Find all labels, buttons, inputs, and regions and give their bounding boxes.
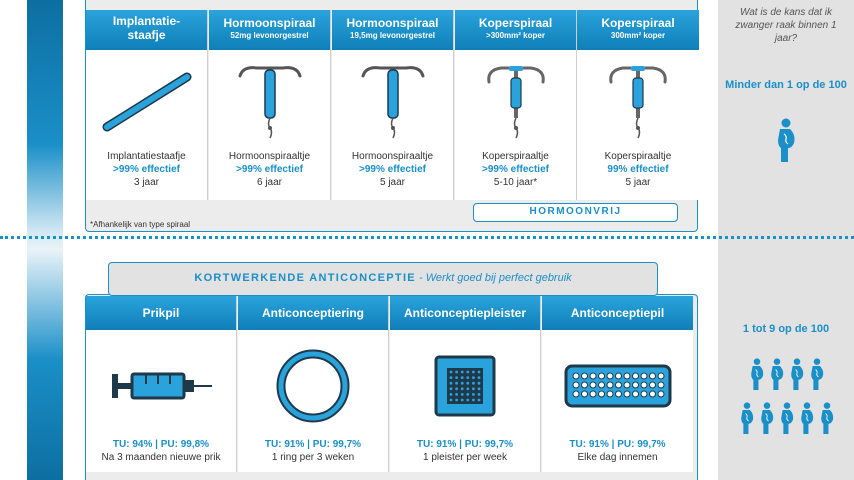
effectiveness: TU: 91% | PU: 99,7% — [264, 439, 362, 450]
effectiveness: >99% effectief — [359, 164, 426, 175]
pregnant-woman-icon — [748, 358, 766, 395]
pregnant-woman-icon — [774, 118, 798, 162]
card-header — [238, 296, 388, 330]
card-details — [86, 438, 236, 464]
pregnant-woman-icon — [758, 402, 776, 439]
syringe-icon — [86, 336, 236, 436]
duration: 6 jaar — [256, 177, 282, 188]
effectiveness-divider — [0, 236, 854, 239]
method-name: Hormoonspiraaltje — [228, 151, 311, 162]
card-details — [86, 150, 207, 189]
long-acting-card — [209, 10, 331, 200]
card-title: Prikpil — [142, 306, 180, 320]
copper-iud-icon — [577, 56, 699, 148]
long-acting-card — [86, 10, 208, 200]
card-title: Hormoonspiraal — [346, 16, 439, 30]
least-effective-label: MINST EFFECTIEF — [73, 359, 83, 461]
method-name: Hormoonspiraaltje — [351, 151, 434, 162]
card-header — [86, 296, 236, 330]
pill-pack-icon — [542, 336, 693, 436]
effectiveness: TU: 94% | PU: 99,8% — [112, 439, 210, 450]
pregnancy-question: Wat is de kans dat ik zwanger raak binnen 1 jaar? — [735, 7, 837, 44]
card-header — [577, 10, 699, 50]
usage: Elke dag innemen — [577, 452, 658, 463]
effectiveness: >99% effectief — [236, 164, 303, 175]
footnote: *Afhankelijk van type spiraal — [90, 220, 191, 229]
duration: 5-10 jaar* — [493, 177, 538, 188]
duration: 3 jaar — [133, 177, 159, 188]
card-details — [542, 438, 693, 464]
card-details — [577, 150, 699, 189]
hormone-iud-icon — [209, 56, 330, 148]
method-name: Implantatiestaafje — [107, 151, 186, 162]
ring-icon — [238, 336, 388, 436]
card-subtitle: >300mm² koper — [486, 31, 545, 40]
pregnant-woman-icon — [808, 358, 826, 395]
card-details — [238, 438, 388, 464]
duration: 5 jaar — [379, 177, 405, 188]
effectiveness: TU: 91% | PU: 99,7% — [569, 439, 666, 450]
card-title: Implantatie-staafje — [112, 14, 181, 42]
card-header — [390, 296, 540, 330]
card-title: Koperspiraal — [601, 16, 675, 30]
hormone-iud-icon — [332, 56, 453, 148]
long-acting-card — [332, 10, 454, 200]
usage: Na 3 maanden nieuwe prik — [101, 452, 221, 463]
copper-iud-icon — [455, 56, 576, 148]
duration: 5 jaar — [625, 177, 651, 188]
most-effective-label: MEEST EFFECTIEF — [74, 37, 85, 143]
card-title: Koperspiraal — [478, 16, 553, 30]
card-title: Hormoonspiraal — [223, 16, 316, 30]
short-acting-card — [390, 296, 541, 472]
effectiveness-bar — [27, 0, 85, 480]
pregnant-woman-icon — [768, 358, 786, 395]
bottom-chance-value: 1 tot 9 op de 100 — [742, 323, 830, 335]
card-details — [209, 150, 330, 189]
hormone-free-badge: HORMOONVRIJ — [473, 203, 678, 222]
card-subtitle: 19,5mg levonorgestrel — [350, 31, 435, 40]
card-header — [86, 10, 207, 50]
card-title: Anticonceptiepleister — [403, 306, 527, 320]
card-header — [542, 296, 693, 330]
effectiveness: TU: 91% | PU: 99,7% — [416, 439, 514, 450]
card-header — [209, 10, 330, 50]
long-acting-card — [577, 10, 699, 200]
pregnant-woman-icon — [818, 402, 836, 439]
pregnancy-chance-column — [718, 0, 854, 480]
banner-separator: - — [415, 272, 426, 284]
usage: 1 pleister per week — [423, 452, 507, 463]
card-header — [332, 10, 453, 50]
card-title: Anticonceptiering — [261, 306, 364, 320]
pregnant-woman-icon — [788, 358, 806, 395]
long-acting-card — [455, 10, 577, 200]
card-subtitle: 52mg levonorgestrel — [230, 31, 309, 40]
short-acting-banner — [108, 262, 658, 296]
short-acting-card — [86, 296, 237, 472]
short-acting-card — [542, 296, 693, 472]
effectiveness: >99% effectief — [113, 164, 180, 175]
card-details — [455, 150, 576, 189]
card-subtitle: 300mm² koper — [610, 31, 666, 40]
card-details — [390, 438, 540, 464]
card-title: Anticonceptiepil — [570, 306, 665, 320]
patch-icon — [390, 336, 540, 436]
short-acting-subtitle: Werkt goed bij perfect gebruik — [425, 272, 572, 284]
card-details — [332, 150, 453, 189]
pregnant-woman-icon — [778, 402, 796, 439]
method-name: Koperspiraaltje — [604, 151, 672, 162]
short-acting-title: KORTWERKENDE ANTICONCEPTIE — [194, 272, 416, 284]
pregnant-woman-icon — [738, 402, 756, 439]
method-name: Koperspiraaltje — [482, 151, 549, 162]
card-header — [455, 10, 576, 50]
pregnant-woman-icon — [798, 402, 816, 439]
top-chance-value: Minder dan 1 op de 100 — [725, 79, 847, 91]
effectiveness: 99% effectief — [607, 164, 669, 175]
implant-rod-icon — [86, 56, 207, 148]
short-acting-card — [238, 296, 389, 472]
effectiveness: >99% effectief — [482, 164, 549, 175]
usage: 1 ring per 3 weken — [271, 452, 355, 463]
